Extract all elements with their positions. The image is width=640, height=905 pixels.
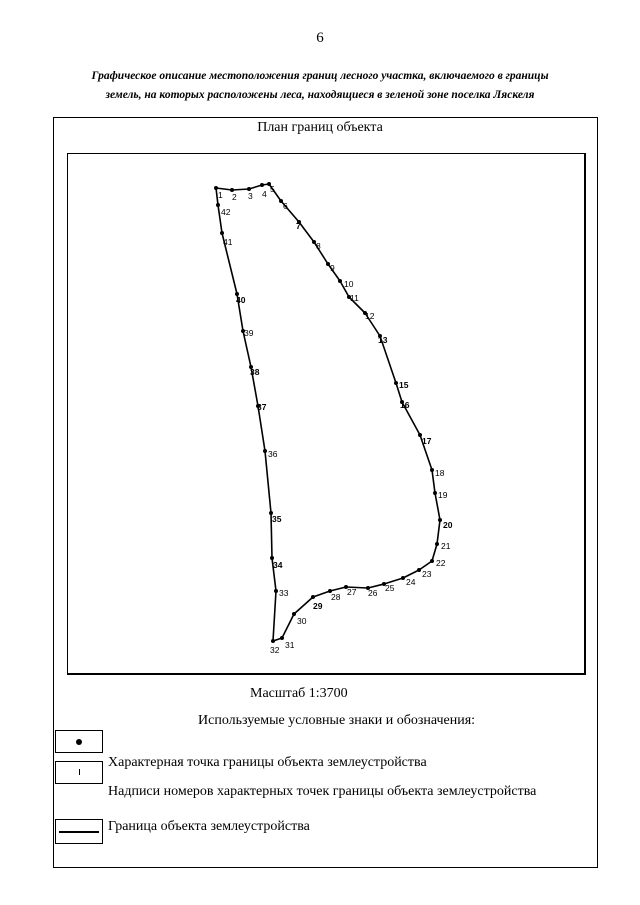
point-label-38: 38 — [250, 367, 260, 377]
legend-line-label: Граница объекта землеустройства — [108, 819, 310, 834]
point-label-41: 41 — [223, 237, 233, 247]
title-line-2: земель, на которых расположены леса, находящиеся в зеленой зоне поселка Ляскеля — [105, 89, 535, 101]
point-label-31: 31 — [285, 640, 295, 650]
boundary-point-31 — [280, 636, 284, 640]
boundary-point-36 — [263, 449, 267, 453]
legend-point-symbol — [55, 730, 103, 753]
boundary-point-29 — [311, 595, 315, 599]
point-labels — [218, 184, 453, 655]
legend-title: Используемые условные знаки и обозначения: — [198, 713, 476, 728]
point-label-23: 23 — [422, 569, 432, 579]
boundary-point-4 — [260, 183, 264, 187]
boundary-point-33 — [274, 589, 278, 593]
point-label-17: 17 — [422, 436, 432, 446]
point-label-11: 11 — [350, 293, 359, 303]
point-label-3: 3 — [248, 191, 253, 201]
page-number: 6 — [316, 30, 324, 46]
point-label-10: 10 — [344, 279, 354, 289]
point-label-29: 29 — [313, 601, 323, 611]
boundary-point-30 — [292, 612, 296, 616]
point-label-22: 22 — [436, 558, 446, 568]
boundary-point-15 — [394, 381, 398, 385]
point-label-16: 16 — [400, 400, 410, 410]
boundary-point-32 — [271, 639, 275, 643]
title-line-1: Графическое описание местоположения границ лесного участка, включаемого в границы — [91, 70, 549, 82]
point-label-13: 13 — [378, 335, 388, 345]
point-label-35: 35 — [272, 514, 282, 524]
point-label-15: 15 — [399, 380, 409, 390]
legend-number-symbol — [55, 761, 103, 784]
map-scale: Масштаб 1:3700 — [250, 686, 348, 701]
legend-number-label: Надписи номеров характерных точек границы объекта землеустройства — [108, 784, 537, 799]
boundary-line-icon — [59, 831, 99, 833]
point-label-20: 20 — [443, 520, 453, 530]
point-label-21: 21 — [441, 541, 451, 551]
legend-point-label: Характерная точка границы объекта землеустройства — [108, 755, 427, 770]
point-label-24: 24 — [406, 577, 416, 587]
point-label-12: 12 — [365, 311, 375, 321]
point-label-37: 37 — [257, 402, 267, 412]
point-label-42: 42 — [221, 207, 231, 217]
legend-line-symbol — [55, 819, 103, 844]
point-label-27: 27 — [347, 587, 357, 597]
point-label-5: 5 — [270, 184, 275, 194]
plan-title: План границ объекта — [257, 120, 383, 135]
boundary-point-24 — [401, 576, 405, 580]
boundary-point-10 — [338, 279, 342, 283]
point-label-33: 33 — [279, 588, 289, 598]
point-label-26: 26 — [368, 588, 378, 598]
point-label-40: 40 — [236, 295, 246, 305]
point-label-18: 18 — [435, 468, 445, 478]
boundary-point-42 — [216, 203, 220, 207]
point-label-25: 25 — [385, 583, 395, 593]
boundary-point-22 — [430, 559, 434, 563]
point-label-36: 36 — [268, 449, 278, 459]
point-label-9: 9 — [330, 263, 335, 273]
point-label-7: 7 — [296, 221, 301, 231]
point-label-2: 2 — [232, 192, 237, 202]
point-label-28: 28 — [331, 592, 341, 602]
point-label-1: 1 — [218, 190, 223, 200]
point-label-6: 6 — [283, 201, 288, 211]
point-label-34: 34 — [273, 560, 283, 570]
point-label-8: 8 — [316, 241, 321, 251]
point-label-30: 30 — [297, 616, 307, 626]
boundary-point-21 — [435, 542, 439, 546]
point-label-39: 39 — [244, 328, 254, 338]
boundary-point-41 — [220, 231, 224, 235]
boundary-point-23 — [417, 568, 421, 572]
point-icon — [76, 739, 82, 745]
point-label-32: 32 — [270, 645, 280, 655]
boundary-line — [216, 184, 440, 641]
point-label-4: 4 — [262, 189, 267, 199]
boundary-point-19 — [433, 491, 437, 495]
boundary-point-18 — [430, 468, 434, 472]
boundary-point-20 — [438, 518, 442, 522]
label-tick-icon — [79, 769, 80, 775]
point-label-19: 19 — [438, 490, 448, 500]
